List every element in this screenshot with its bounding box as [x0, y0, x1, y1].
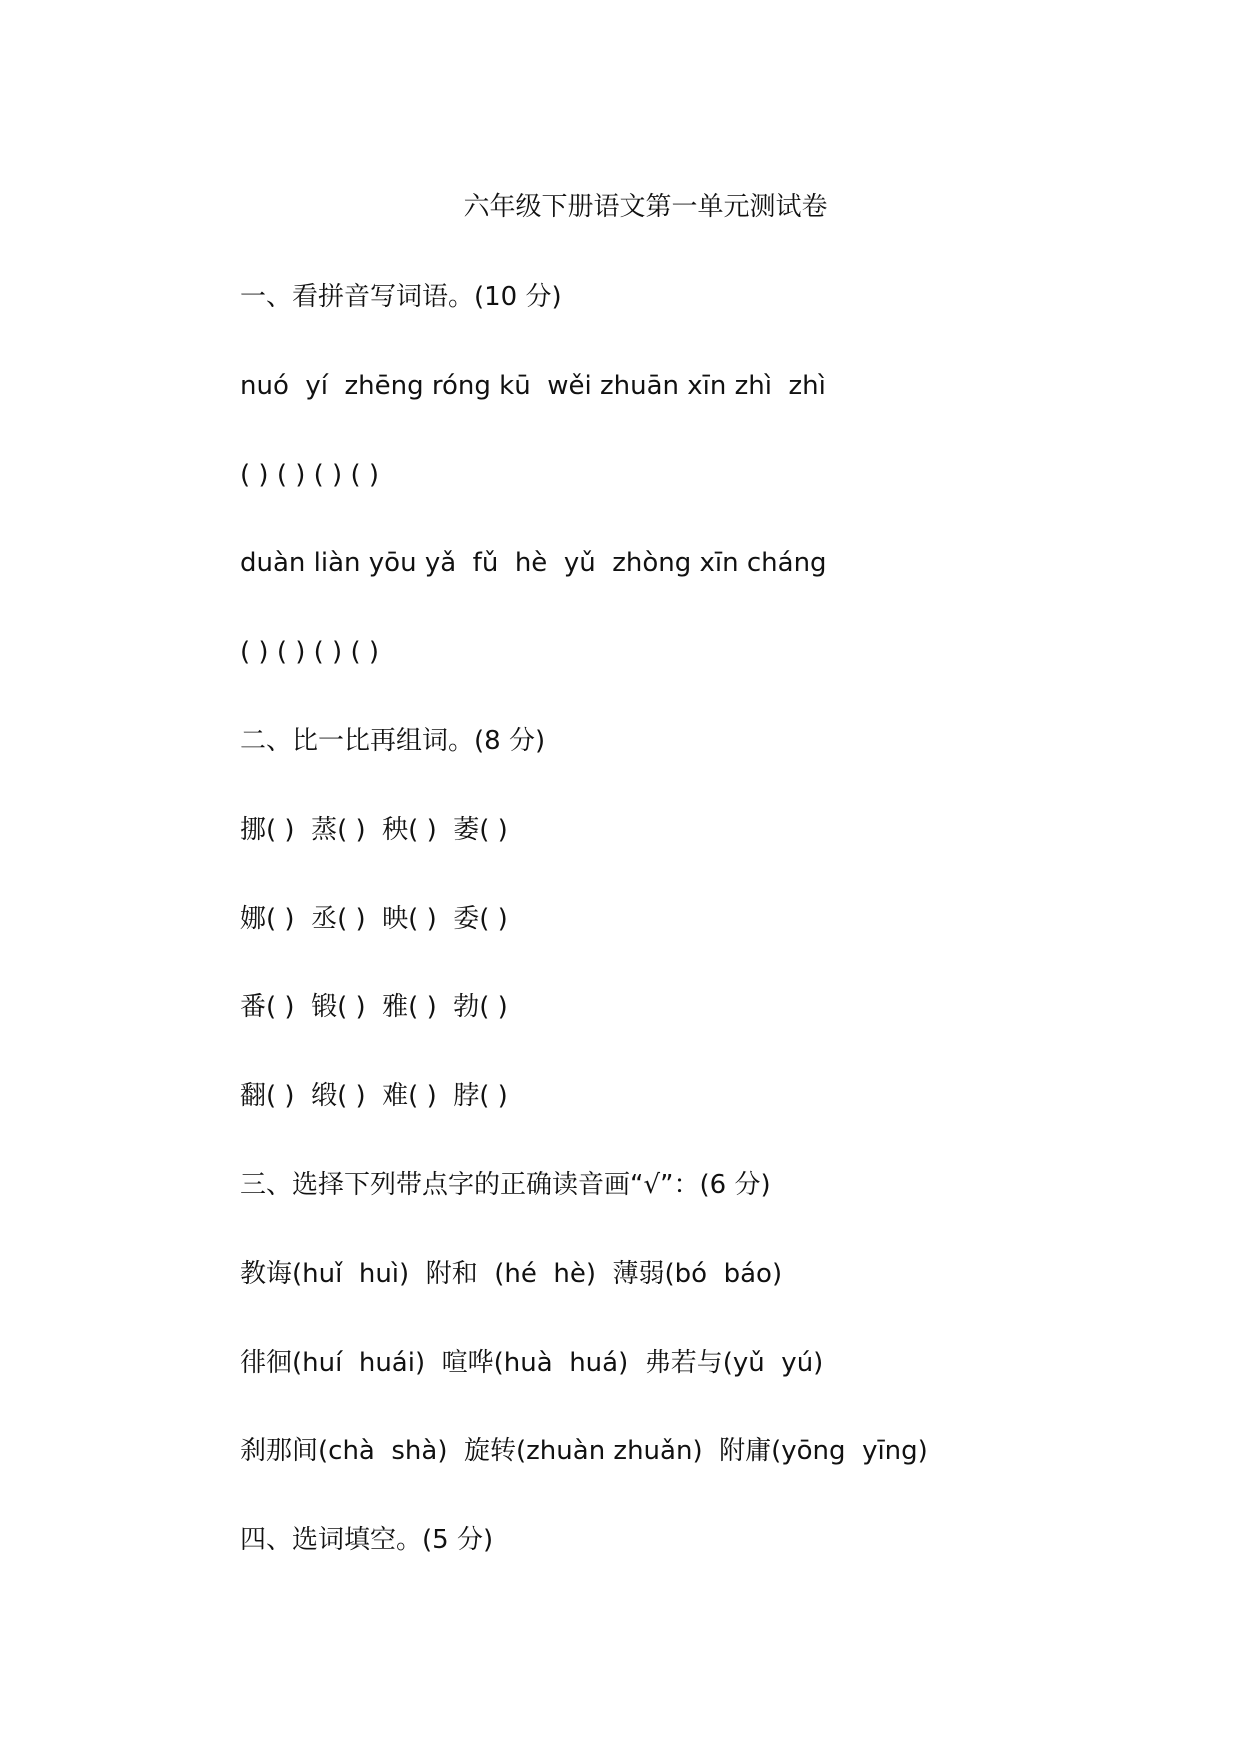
- answer-blanks-row-2: ( ) ( ) ( ) ( ): [240, 637, 380, 668]
- reading-choice-row-1: 教诲(huǐ huì) 附和 (hé hè) 薄弱(bó báo): [240, 1258, 783, 1289]
- document-body: [240, 279, 1200, 1611]
- reading-choice-row-2: 徘徊(huí huái) 喧哗(huà huá) 弗若与(yǔ yú): [240, 1347, 824, 1378]
- section-heading-2: 二、比一比再组词。(8 分): [240, 725, 546, 756]
- word-pair-row-4: 翻( ) 缎( ) 难( ) 脖( ): [240, 1081, 508, 1112]
- section-heading-3: 三、选择下列带点字的正确读音画“√”：(6 分): [240, 1169, 771, 1200]
- word-pair-row-2: 娜( ) 丞( ) 映( ) 委( ): [240, 903, 508, 934]
- word-pair-row-3: 番( ) 锻( ) 雅( ) 勃( ): [240, 992, 508, 1023]
- pinyin-row-1: nuó yí zhēng róng kū wěi zhuān xīn zhì zhì: [240, 370, 826, 401]
- reading-choice-row-3: 刹那间(chà shà) 旋转(zhuàn zhuǎn) 附庸(yōng yīng): [240, 1436, 928, 1467]
- section-heading-1: 一、看拼音写词语。(10 分): [240, 282, 562, 312]
- word-pair-row-1: 挪( ) 蒸( ) 秧( ) 萎( ): [240, 814, 508, 845]
- section-heading-4: 四、选词填空。(5 分): [240, 1525, 494, 1556]
- pinyin-row-2: duàn liàn yōu yǎ fǔ hè yǔ zhòng xīn cháng: [240, 548, 827, 579]
- document-title: 六年级下册语文第一单元测试卷: [463, 192, 828, 222]
- answer-blanks-row-1: ( ) ( ) ( ) ( ): [240, 459, 380, 490]
